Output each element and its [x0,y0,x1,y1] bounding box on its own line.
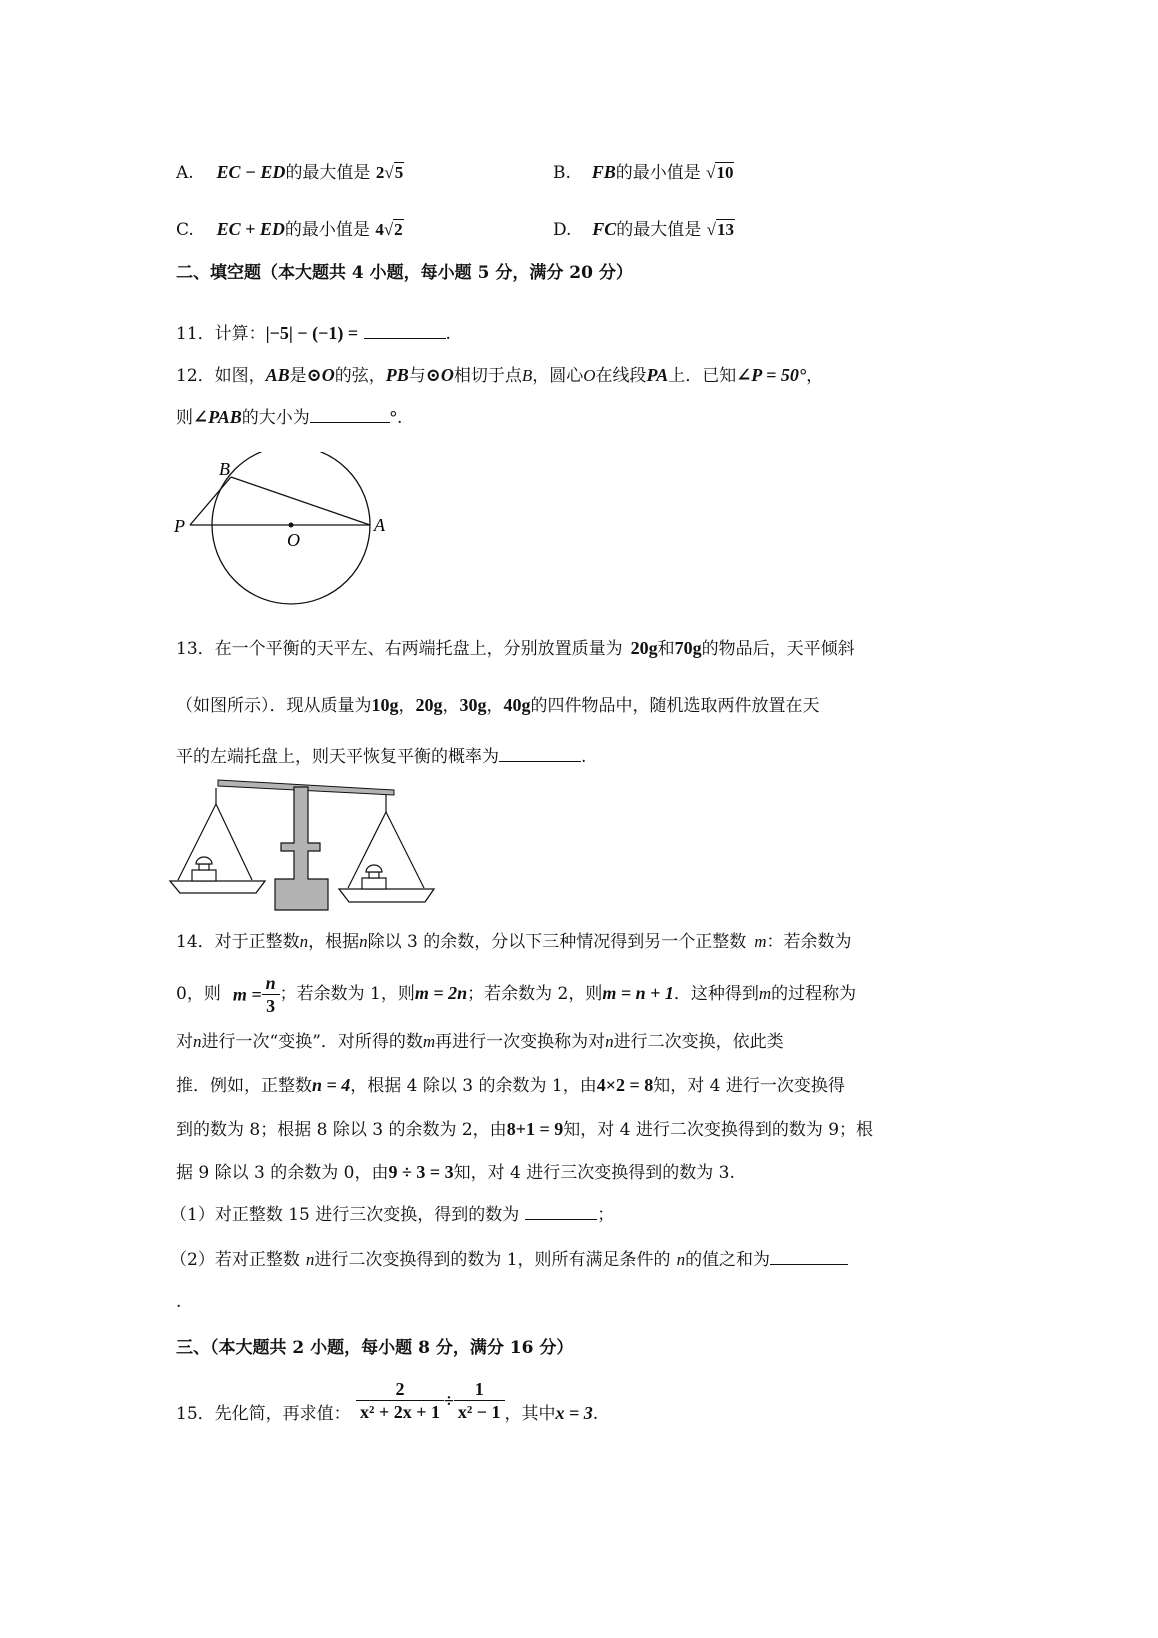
question-14-line1 [176,930,852,954]
math-var: m [758,984,772,1003]
label-p: P [174,516,185,536]
question-11 [176,321,451,346]
question-13-line3 [176,745,586,769]
math-var: O [583,366,596,385]
math-expr: AB [265,365,290,385]
question-13-line2 [176,693,820,718]
mass-value: 70g [674,638,702,658]
math-var: n [605,1032,614,1051]
text: . [581,747,587,767]
denominator: x² + 2x + 1 [360,1402,440,1422]
radicand: 13 [717,220,735,239]
text: 进行二次变换，依此类 [613,1032,784,1052]
math-expr: FC [592,219,617,239]
radicand: 2 [394,220,403,239]
option-b [553,160,734,185]
math-var: n [305,1250,315,1269]
question-12-line2 [176,405,402,430]
coef: 4 [375,220,384,239]
math-expr: 4×2 = 8 [596,1075,654,1095]
math-expr: 9 ÷ 3 = 3 [388,1162,454,1182]
math-var: m [754,932,767,951]
right-pan [339,889,434,902]
text: ， [486,696,504,716]
text: 知，对 4 进行一次变换得 [653,1076,845,1096]
sqrt-expr: √10 [706,163,734,182]
text: ， [442,696,460,716]
sqrt-expr: 2√5 [375,163,404,182]
figure-13-balance-diagram [168,778,448,914]
text: 知，对 4 进行二次变换得到的数为 9；根 [563,1120,874,1140]
text: （1）对正整数 15 进行三次变换，得到的数为 [170,1205,520,1225]
center-point [289,523,294,528]
label-o: O [287,530,300,550]
math-expr: m = n + 1 [602,983,674,1003]
answer-blank[interactable] [310,406,390,423]
right-string [348,812,386,888]
text: （如图所示）．现从质量为 [176,696,372,716]
math-expr: PB [385,365,409,385]
math-var: n [676,1250,686,1269]
segment-ab [231,477,370,525]
math-expr: EC − ED [216,162,286,182]
math-expr: EC + ED [216,219,285,239]
text: 进行二次变换得到的数为 1，则所有满足条件的 [314,1250,671,1270]
left-string [216,804,252,880]
fraction-n-over-3 [262,972,280,1017]
option-label: B. [553,163,571,183]
q11-expr: |−5| − (−1) = [265,323,359,343]
math-var: B [521,366,533,385]
question-14-part2 [170,1248,848,1272]
option-text: 的最大值是 [616,220,702,240]
numerator: 1 [454,1378,505,1401]
denominator: 3 [266,996,276,1016]
text: ，圆心 [532,366,584,386]
text: 对 [176,1032,193,1052]
option-c [176,217,404,242]
label-b: B [219,459,230,479]
text: ；若余数为 1，则 [279,984,415,1004]
text: 据 9 除以 3 的余数为 0，由 [176,1163,389,1183]
math-var: m [422,1032,436,1051]
left-string [178,804,216,880]
math-expr: m = 2n [414,983,468,1003]
text: ；若余数为 2，则 [467,984,603,1004]
left-weight-knob [196,857,212,864]
text: 再进行一次变换称为对 [435,1032,606,1052]
text: ， [806,366,824,386]
figure-12-circle-diagram [168,452,418,622]
option-label: A. [176,163,194,183]
question-14-part1 [170,1203,614,1227]
fraction-2 [454,1378,505,1423]
math-expr: x = 3 [555,1403,593,1423]
math-var: n [359,932,368,951]
mass-value: 20g [415,695,443,715]
text: 的四件物品中，随机选取两件放置在天 [530,696,820,716]
text: 15．先化简，再求值： [176,1404,351,1424]
math-expr: ⊙O [306,365,335,385]
degree-symbol: ° [389,407,397,427]
text: 14．对于正整数 [176,932,300,952]
text: ：若余数为 [766,932,852,952]
left-weight [192,870,216,881]
text: 上．已知 [668,366,737,386]
question-15 [176,1378,598,1429]
math-expr: m = [232,984,262,1005]
text: ，根据 [308,932,360,952]
segment-pb [190,477,231,525]
option-text: 的最小值是 [284,220,370,240]
right-weight-knob [366,865,382,872]
question-14-line4 [176,1073,845,1098]
right-weight [369,872,379,878]
math-expr: ⊙O [425,365,454,385]
text: 0，则 [176,984,221,1004]
right-string [386,812,424,888]
math-expr: FB [591,162,616,182]
option-text: 的最大值是 [285,163,371,183]
question-13-line1 [176,636,855,661]
section-3-title: 三、（本大题共 2 小题，每小题 8 分，满分 16 分） [176,1338,574,1358]
balance-stand [275,787,328,910]
radicand: 10 [716,163,734,182]
text: 相切于点 [453,366,522,386]
mass-value: 40g [503,695,531,715]
answer-blank[interactable] [364,322,446,339]
text: 12．如图， [176,366,266,386]
numerator: 2 [356,1378,444,1401]
numerator: n [262,972,280,995]
text: 进行一次“变换”．对所得的数 [201,1032,423,1052]
text: ； [597,1205,615,1225]
text: 则 [176,408,193,428]
text: 的物品后，天平倾斜 [701,639,855,659]
option-text: 的最小值是 [615,163,701,183]
text: 到的数为 8；根据 8 除以 3 的余数为 2，由 [176,1120,507,1140]
divide-sign: ÷ [443,1390,454,1411]
right-weight [362,878,386,889]
q11-suffix: . [445,324,451,344]
section-2-title: 二、填空题（本大题共 4 小题，每小题 5 分，满分 20 分） [176,263,633,283]
text: ．这种得到 [673,984,759,1004]
text: 平的左端托盘上，则天平恢复平衡的概率为 [176,747,499,767]
sqrt-expr: √13 [706,220,735,239]
answer-blank[interactable] [525,1203,597,1220]
circle-o [212,452,370,604]
question-14-line6 [176,1160,735,1185]
mass-value: 30g [459,695,487,715]
question-14-line5 [176,1117,873,1142]
text: 的大小为 [241,408,310,428]
option-label: D. [553,220,572,240]
math-expr: PA [646,365,669,385]
option-a [176,160,404,185]
math-var: n [193,1032,202,1051]
text: 的值之和为 [685,1250,771,1270]
text: 在线段 [595,366,647,386]
option-d [553,217,735,242]
fraction-1 [356,1378,444,1423]
text: 与 [408,366,426,386]
question-14-line3 [176,1030,784,1054]
text: 除以 3 的余数，分以下三种情况得到另一个正整数 [367,932,747,952]
text: 推．例如，正整数 [176,1076,312,1096]
answer-blank[interactable] [770,1248,848,1265]
text: （2）若对正整数 [170,1250,300,1270]
q11-prefix: 11．计算： [176,324,266,344]
mass-value: 20g [630,638,658,658]
radicand: 5 [394,163,404,182]
math-expr: 8+1 = 9 [506,1119,564,1139]
left-weight [199,864,209,870]
text: . [396,408,403,428]
text: 是 [289,366,307,386]
option-label: C. [176,220,194,240]
math-expr: n = 4 [312,1075,351,1095]
text: 13．在一个平衡的天平左、右两端托盘上，分别放置质量为 [176,639,623,659]
math-expr: ∠P = 50° [736,365,807,385]
text: ，根据 4 除以 3 的余数为 1，由 [350,1076,597,1096]
text: ， [398,696,416,716]
mass-value: 10g [371,695,399,715]
question-14-part2-end: . [176,1292,182,1312]
text: 知，对 4 进行三次变换得到的数为 3. [453,1163,735,1183]
math-var: n [299,932,309,951]
text: 的弦， [334,366,386,386]
text: 和 [657,639,675,659]
text: . [592,1404,599,1424]
answer-blank[interactable] [499,745,581,762]
text: ，其中 [504,1404,556,1424]
left-pan [170,881,265,893]
math-expr: ∠PAB [193,407,242,427]
question-12-line1 [176,363,823,388]
denominator: x² − 1 [457,1402,501,1422]
sqrt-expr: 4√2 [375,220,403,239]
text: 的过程称为 [771,984,857,1004]
label-a: A [374,515,385,535]
question-14-line2 [176,972,856,1017]
coef: 2 [375,163,385,182]
